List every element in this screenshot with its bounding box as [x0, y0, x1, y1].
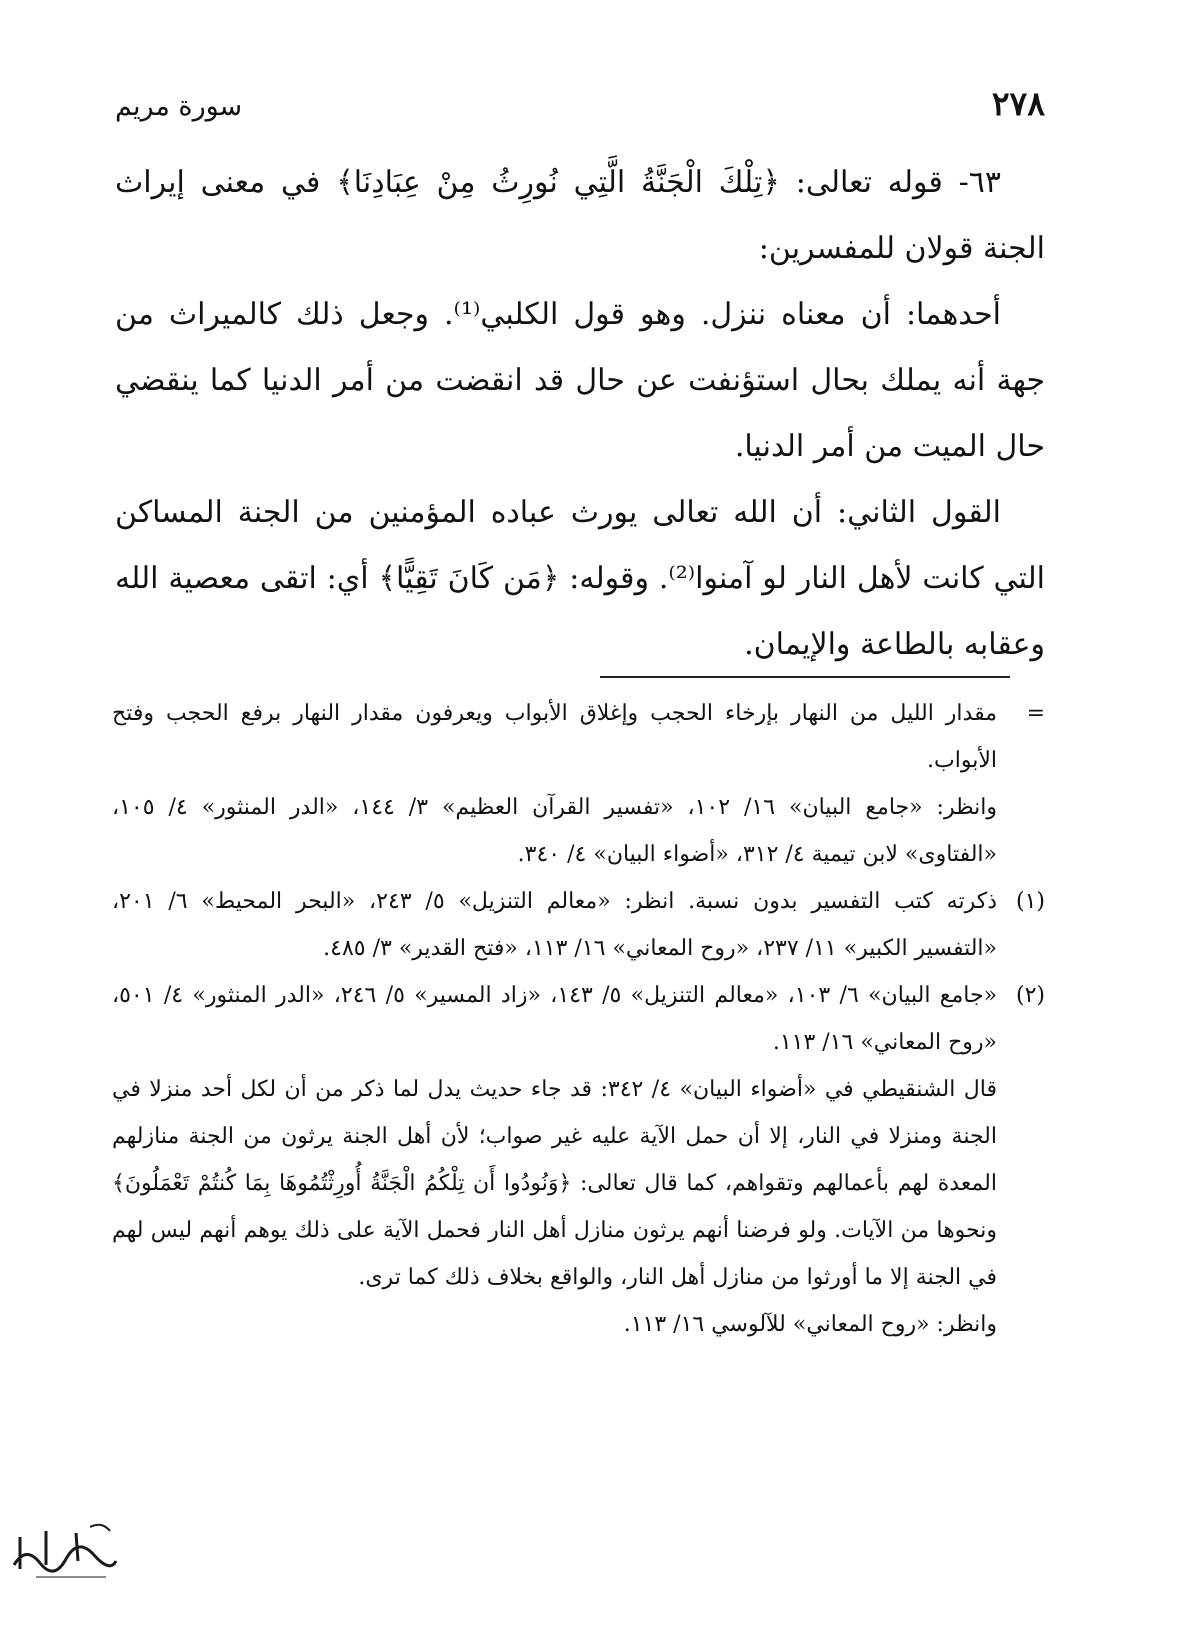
paragraph-first-opinion: أحدهما: أن معناه ننزل. وهو قول الكلبي⁽¹⁾. وجعل ذلك كالميراث من جهة أنه يملك بحال استؤنفت عن حال قد انقضت من أمر الدنيا كما ينقضي حال الميت من أمر الدنيا. — [115, 297, 1045, 464]
footnote-text: وانظر: «روح المعاني» للآلوسي ١٦/ ١١٣. — [623, 1312, 997, 1337]
footnote-text: «جامع البيان» ٦/ ١٠٣، «معالم التنزيل» ٥/ ١٤٣، «زاد المسير» ٥/ ٢٤٦، «الدر المنثور» ٤/ ٥٠١، «روح المعاني» ١٦/ ١١٣. — [112, 983, 998, 1055]
footnote-2 — [112, 972, 1045, 1348]
paragraph-verse-63: ٦٣- قوله تعالى: ﴿تِلْكَ الْجَنَّةُ الَّتِي نُورِثُ مِنْ عِبَادِنَا﴾ في معنى إيراث الجنة قولان للمفسرين: — [115, 165, 1045, 266]
publisher-logo — [6, 1515, 124, 1585]
footnote-text: قال الشنقيطي في «أضواء البيان» ٤/ ٣٤٢: قد جاء حديث يدل لما ذكر من أن لكل أحد منزلا في الجنة ومنزلا في النار، إلا أن حمل الآية عليه غير صواب؛ لأن أهل الجنة يرثون من الجنة منازلهم المعدة لهم بأعمالهم وتقواهم، كما قال تعالى: ﴿وَنُودُوا أَن تِلْكُمُ الْجَنَّةُ أُورِثْتُمُوهَا بِمَا كُنتُمْ تَعْمَلُونَ﴾ ونحوها من الآيات. ولو فرضنا أنهم يرثون منازل أهل النار فحمل الآية على ذلك يوهم أنهم ليس لهم في الجنة إلا ما أورثوا من منازل أهل النار، والواقع بخلاف ذلك كما ترى. — [112, 1077, 998, 1290]
footnote-text: وانظر: «جامع البيان» ١٦/ ١٠٢، «تفسير القرآن العظيم» ٣/ ١٤٤، «الدر المنثور» ٤/ ١٠٥، «الفتاوى» لابن تيمية ٤/ ٣١٢، «أضواء البيان» ٤/ ٣٤٠. — [112, 795, 997, 867]
continuation-mark: = — [1026, 701, 1045, 726]
footnote-continuation — [112, 690, 1045, 878]
footnote-text: مقدار الليل من النهار بإرخاء الحجب وإغلاق الأبواب ويعرفون مقدار النهار برفع الحجب وفتح الأبواب. — [112, 701, 997, 773]
paragraph-second-opinion: القول الثاني: أن الله تعالى يورث عباده المؤمنين من الجنة المساكن التي كانت لأهل النار لو آمنوا⁽²⁾. وقوله: ﴿مَن كَانَ تَقِيًّا﴾ أي: اتقى معصية الله وعقابه بالطاعة والإيمان. — [115, 495, 1046, 662]
running-header — [115, 84, 1045, 123]
footnote-separator — [600, 676, 1010, 678]
footnote-number: (٢) — [1015, 983, 1045, 1008]
footnote-text: ذكرته كتب التفسير بدون نسبة. انظر: «معالم التنزيل» ٥/ ٢٤٣، «البحر المحيط» ٦/ ٢٠١، «التفسير الكبير» ١١/ ٢٣٧، «روح المعاني» ١٦/ ١١٣، «فتح القدير» ٣/ ٤٨٥. — [112, 889, 998, 961]
footnote-1 — [112, 878, 1045, 972]
surah-title: سورة مريم — [115, 91, 243, 122]
page-number: ٢٧٨ — [991, 84, 1045, 123]
main-text — [115, 150, 1045, 678]
footnote-number: (١) — [1015, 889, 1045, 914]
footnotes — [112, 690, 1045, 1348]
